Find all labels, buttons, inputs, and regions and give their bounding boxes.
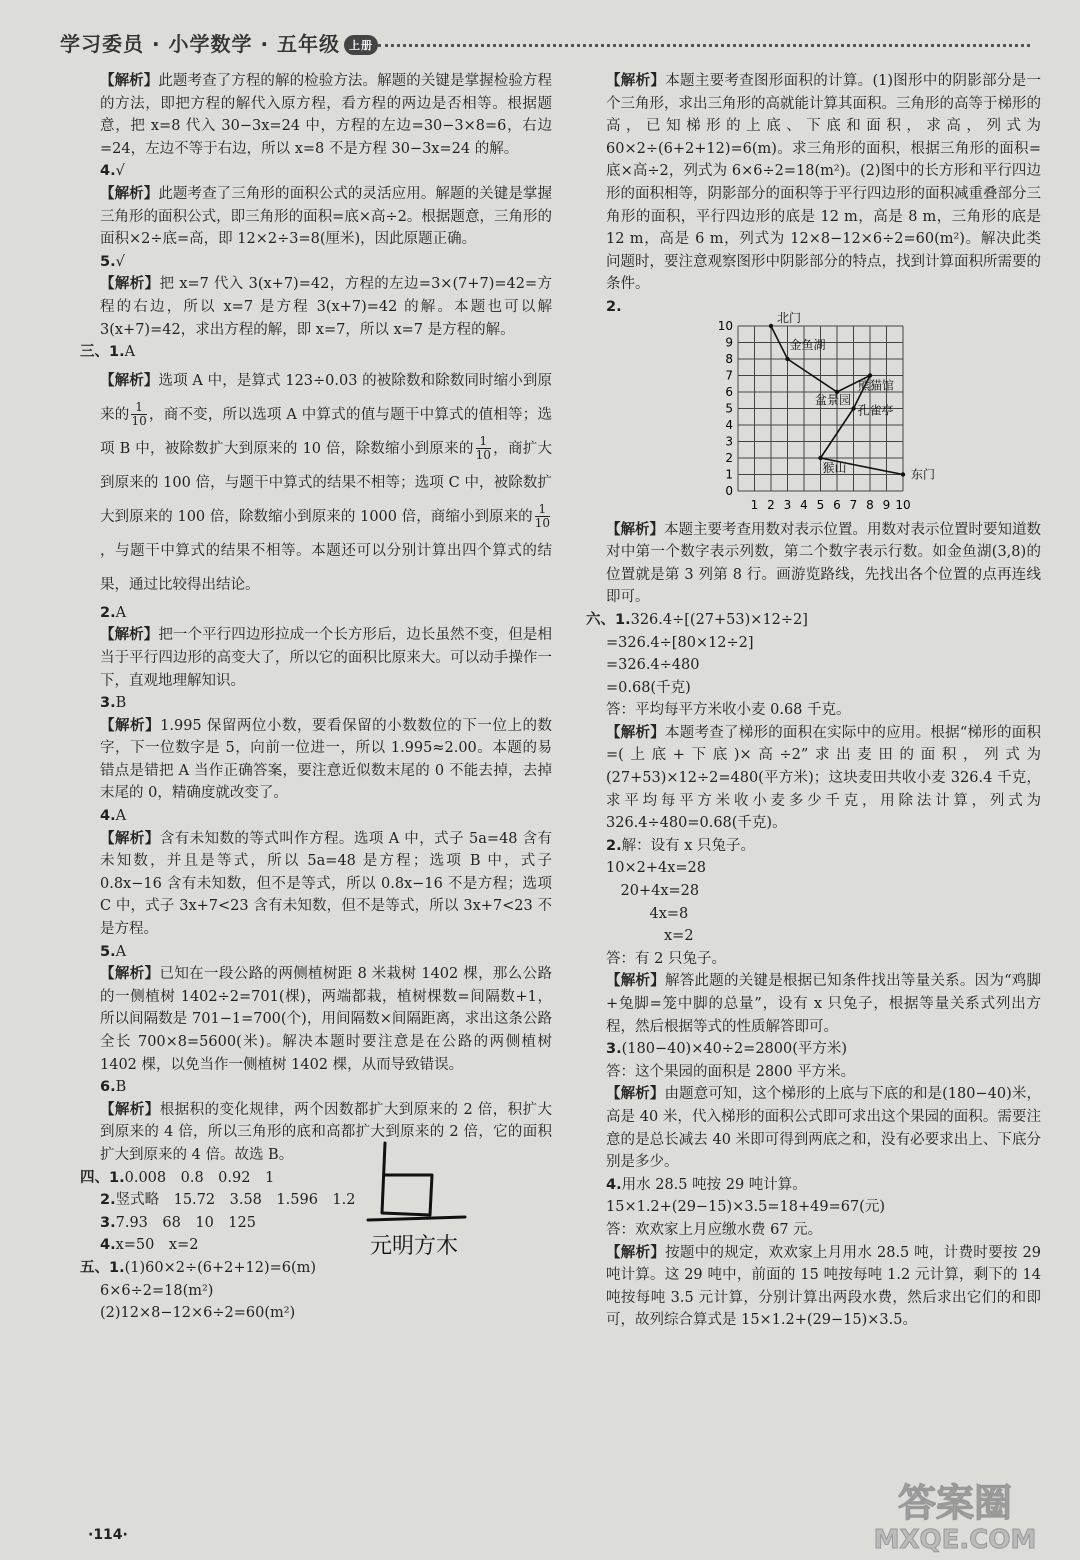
answer-text: 4x=8 bbox=[606, 905, 689, 922]
analysis-paragraph bbox=[80, 715, 552, 805]
x-tick-label: 3 bbox=[783, 497, 792, 512]
fraction bbox=[131, 401, 146, 428]
analysis-label: 【解析】 bbox=[100, 185, 159, 202]
analysis-label: 【解析】 bbox=[100, 372, 159, 389]
handwriting-text: 元明方木 bbox=[370, 1234, 459, 1259]
point-label: 盆景园 bbox=[815, 392, 852, 407]
text-line bbox=[586, 903, 1041, 926]
answer-text: 答：有 2 只兔子。 bbox=[606, 950, 726, 967]
route-map-chart bbox=[586, 310, 1041, 519]
analysis-paragraph bbox=[80, 183, 552, 251]
answer-text: √ bbox=[115, 253, 125, 270]
x-tick-label: 9 bbox=[882, 497, 891, 512]
answer-text: 6×6÷2=18(m²) bbox=[100, 1282, 214, 1299]
y-tick-label: 5 bbox=[725, 401, 733, 416]
answer-text: 答：平均每平方米收小麦 0.68 千克。 bbox=[606, 702, 851, 719]
x-tick-label: 7 bbox=[849, 497, 858, 512]
x-tick-label: 8 bbox=[866, 497, 874, 512]
item-number: 六、1. bbox=[586, 611, 631, 628]
analysis-text: 把 x=7 代入 3(x+7)=42，方程的左边=3×(7+7)=42=方程的右边，所以 x=7 是方程 3(x+7)=42 的解。本题也可以解 3(x+7)=42，求出方程的解，即 x=7，所以 x=7 是方程的解。 bbox=[100, 276, 552, 338]
item-number: 3. bbox=[606, 1041, 622, 1058]
x-tick-label: 6 bbox=[833, 497, 841, 512]
text-line bbox=[586, 677, 1041, 700]
item-number: 5. bbox=[100, 253, 116, 270]
answer-text: 20+4x=28 bbox=[606, 883, 700, 900]
analysis-text: 本题主要考查用数对表示位置。用数对表示位置时要知道数对中第一个数字表示列数，第二个数字表示行数。如金鱼湖(3,8)的位置就是第 3 列第 8 行。画游览路线，先找出各个位置的点再连线即可。 bbox=[606, 521, 1041, 606]
answer-text: 0.008 0.8 0.92 1 bbox=[124, 1169, 275, 1186]
analysis-paragraph bbox=[586, 1242, 1041, 1332]
answer-item bbox=[80, 805, 552, 828]
item-number: 4. bbox=[606, 1176, 622, 1193]
analysis-text: 此题考查了三角形的面积公式的灵活应用。解题的关键是掌握三角形的面积公式，即三角形的面积=底×高÷2。根据题意，三角形的面积×2÷底=高，即 12×2÷3=8(厘米)，因此原题正确。 bbox=[100, 185, 553, 248]
item-number: 5. bbox=[100, 943, 116, 960]
answer-item bbox=[80, 692, 552, 715]
answer-item bbox=[80, 251, 552, 274]
x-tick-label: 5 bbox=[816, 497, 825, 512]
analysis-text: 解答此题的关键是根据已知条件找出等量关系。因为“鸡脚+兔脚=笼中脚的总量”，设有 x 只兔子，根据等量关系式列出方程，然后根据等式的性质解答即可。 bbox=[606, 973, 1041, 1035]
analysis-text: 含有未知数的等式叫作方程。选项 A 中，式子 5a=48 含有未知数，并且是等式，所以 5a=48 是方程；选项 B 中，式子 0.8x−16 含有未知数，但不是等式，所以 0.8x−16 不是方程；选项 C 中，式子 3x+7<23 含有未知数，但不是等式，所以 3x+7<23 不是方程。 bbox=[100, 830, 552, 938]
text-line bbox=[586, 1061, 1041, 1084]
analysis-text: 由题意可知，这个梯形的上底与下底的和是(180−40)米，高是 40 米，代入梯形的面积公式即可求出这个果园的面积。需要注意的是总长减去 40 米即可得到两底之和，没有必要求出上、下底分别是多少。 bbox=[606, 1086, 1041, 1171]
route-point bbox=[769, 323, 773, 327]
item-number: 4. bbox=[100, 163, 116, 180]
analysis-text: ，商不变，所以选项 A 中算式的值与题干中算式的值相等；选项 B 中，被除数扩大到原来的 10 倍，除数缩小到原来的 bbox=[100, 406, 552, 457]
answer-item bbox=[80, 341, 552, 364]
fraction bbox=[535, 503, 550, 530]
y-tick-label: 1 bbox=[725, 467, 733, 482]
point-label: 东门 bbox=[911, 467, 936, 482]
analysis-paragraph bbox=[586, 519, 1041, 609]
answer-text: √ bbox=[115, 163, 125, 180]
route-point bbox=[818, 455, 822, 459]
answer-text: A bbox=[124, 344, 136, 361]
analysis-label: 【解析】 bbox=[606, 973, 665, 990]
text-line bbox=[586, 925, 1041, 948]
point-label: 金鱼湖 bbox=[789, 337, 826, 352]
answer-text: =326.4÷480 bbox=[606, 657, 700, 674]
answer-text: B bbox=[115, 695, 127, 712]
point-label: 孔雀亭 bbox=[857, 403, 894, 418]
answer-text: B bbox=[115, 1079, 127, 1096]
item-number: 4. bbox=[100, 808, 116, 825]
text-line bbox=[586, 654, 1041, 677]
answer-text: 答：这个果园的面积是 2800 平方米。 bbox=[606, 1063, 856, 1080]
coordinate-grid bbox=[716, 310, 946, 519]
answer-item bbox=[586, 609, 1041, 632]
route-point bbox=[868, 373, 872, 377]
answer-text: x=50 x=2 bbox=[115, 1237, 199, 1254]
fraction bbox=[476, 435, 491, 462]
item-number: 4. bbox=[100, 1237, 116, 1254]
answer-text: 解：设有 x 只兔子。 bbox=[621, 837, 756, 854]
answer-item bbox=[586, 296, 1041, 319]
item-number: 2. bbox=[606, 298, 622, 315]
answer-item bbox=[586, 1174, 1041, 1197]
y-tick-label: 4 bbox=[725, 417, 733, 432]
analysis-text: 已知在一段公路的两侧植树距 8 米栽树 1402 棵，那么公路的一侧植树 1402÷2=701(棵)，两端都栽，植树棵数=间隔数+1，所以间隔数是 701−1=700(个)，用间隔数×间隔距离，求出这条公路全长 700×8=5600(米)。解决本题时要注意是在公路的两侧植树 1402 棵，以免当作一侧植树 1402 棵，从而导致错误。 bbox=[100, 966, 553, 1073]
analysis-text: 此题考查了方程的解的检验方法。解题的关键是掌握检验方程的方法，即把方程的解代入原方程，看方程的两边是否相等。根据题意，把 x=8 代入 30−3x=24 中，方程的左边=30−3×8=6，右边=24，左边不等于右边，所以 x=8 不是方程 30−3x=24 的解。 bbox=[100, 73, 553, 157]
answer-item bbox=[586, 1038, 1041, 1061]
y-tick-label: 6 bbox=[725, 384, 733, 399]
answer-text: 326.4÷[(27+53)×12÷2] bbox=[630, 611, 808, 628]
y-tick-label: 3 bbox=[725, 434, 733, 449]
answer-item bbox=[80, 602, 552, 625]
point-label: 熊猫馆 bbox=[858, 378, 895, 393]
item-number: 3. bbox=[100, 695, 116, 712]
answer-item bbox=[80, 941, 552, 964]
svg-text:答案圈: 答案圈 bbox=[897, 1481, 1013, 1525]
answer-text: 用水 28.5 吨按 29 吨计算。 bbox=[621, 1176, 807, 1193]
analysis-paragraph bbox=[80, 963, 552, 1076]
answer-text: 10×2+4x=28 bbox=[606, 860, 706, 877]
analysis-paragraph bbox=[586, 970, 1041, 1038]
answer-text: x=2 bbox=[606, 928, 694, 945]
item-number: 6. bbox=[100, 1079, 116, 1096]
fraction-denominator: 10 bbox=[131, 414, 147, 429]
header-dotted-rule bbox=[378, 44, 1030, 47]
route-point bbox=[785, 356, 789, 360]
analysis-paragraph bbox=[586, 1083, 1041, 1173]
analysis-paragraph bbox=[586, 722, 1041, 835]
x-tick-label: 4 bbox=[800, 497, 808, 512]
fraction-denominator: 10 bbox=[475, 448, 491, 463]
answer-text: =0.68(千克) bbox=[606, 679, 691, 696]
text-line bbox=[586, 948, 1041, 971]
analysis-text: ，商扩大到原来的 100 倍，与题干中算式的结果不相等；选项 C 中，被除数扩大到原来的 100 倍，除数缩小到原来的 1000 倍，商缩小到原来的 bbox=[100, 440, 552, 525]
answer-text: (2)12×8−12×6÷2=60(m²) bbox=[100, 1305, 296, 1322]
item-number: 2. bbox=[606, 837, 622, 854]
answer-text: (180−40)×40÷2=2800(平方米) bbox=[621, 1041, 848, 1058]
route-point bbox=[901, 472, 905, 476]
analysis-text: 把一个平行四边形拉成一个长方形后，边长虽然不变，但是相当于平行四边形的高变大了，所以它的面积比原来大。可以动手操作一下，直观地理解知识。 bbox=[100, 627, 553, 689]
answer-text: A bbox=[115, 943, 127, 960]
y-tick-label: 0 bbox=[725, 483, 733, 498]
page-header bbox=[60, 20, 1030, 60]
y-tick-label: 7 bbox=[725, 368, 733, 383]
answer-item bbox=[80, 160, 552, 183]
x-tick-label: 10 bbox=[895, 497, 911, 512]
y-tick-label: 10 bbox=[717, 318, 733, 333]
page-number: ·114· bbox=[88, 1527, 128, 1543]
route-point bbox=[851, 406, 855, 410]
analysis-label: 【解析】 bbox=[100, 717, 161, 734]
analysis-label: 【解析】 bbox=[100, 966, 160, 983]
item-number: 2. bbox=[100, 604, 116, 621]
text-line bbox=[586, 1196, 1041, 1219]
handwritten-sketch bbox=[360, 1135, 530, 1260]
y-tick-label: 2 bbox=[725, 450, 733, 465]
text-line bbox=[586, 857, 1041, 880]
analysis-label: 【解析】 bbox=[606, 73, 666, 89]
analysis-paragraph bbox=[80, 70, 552, 160]
analysis-label: 【解析】 bbox=[100, 1101, 160, 1118]
book-title: 学习委员 · 小学数学 · 五年级 上册 bbox=[60, 28, 378, 57]
text-line bbox=[586, 880, 1041, 903]
answer-text: 15×1.2+(29−15)×3.5=18+49=67(元) bbox=[606, 1199, 885, 1216]
fraction-numerator: 1 bbox=[535, 503, 550, 517]
text-line bbox=[80, 1280, 552, 1303]
answer-text: A bbox=[115, 808, 127, 825]
analysis-text: ，与题干中算式的结果不相等。本题还可以分别计算出四个算式的结果，通过比较得出结论。 bbox=[100, 542, 552, 593]
fraction-denominator: 10 bbox=[534, 516, 550, 531]
y-tick-label: 9 bbox=[725, 335, 733, 350]
item-number: 2. bbox=[100, 1192, 116, 1209]
analysis-label: 【解析】 bbox=[100, 73, 159, 89]
analysis-label: 【解析】 bbox=[100, 627, 159, 644]
answer-text: A bbox=[115, 604, 127, 621]
answer-text: 7.93 68 10 125 bbox=[115, 1214, 256, 1231]
point-label: 猴山 bbox=[822, 460, 847, 475]
analysis-text: 本题考查了梯形的面积在实际中的应用。根据“梯形的面积=(上底+下底)×高÷2”求出麦田的面积，列式为(27+53)×12÷2=480(平方米)；这块麦田共收小麦 326.4 千克，求平均每平方米收小麦多少千克，用除法计算，列式为 326.4÷480=0.68(千克)。 bbox=[606, 724, 1041, 832]
analysis-paragraph bbox=[586, 70, 1041, 296]
item-number: 四、1. bbox=[80, 1169, 125, 1186]
analysis-paragraph bbox=[80, 624, 552, 692]
item-number: 3. bbox=[100, 1214, 116, 1231]
analysis-paragraph bbox=[80, 828, 552, 941]
text-line bbox=[586, 1219, 1041, 1242]
right-column bbox=[586, 70, 1041, 1332]
watermark-logo bbox=[855, 1470, 1065, 1555]
analysis-text: 选项 A 中，是算式 123÷0.03 的被除数和除数同时缩小到原来的 bbox=[100, 372, 552, 423]
item-number: 三、1. bbox=[80, 344, 125, 361]
x-tick-label: 1 bbox=[750, 497, 759, 512]
analysis-label: 【解析】 bbox=[100, 276, 160, 293]
analysis-text: 本题主要考查图形面积的计算。(1)图形中的阴影部分是一个三角形，求出三角形的高就能计算其面积。三角形的高等于梯形的高，已知梯形的上底、下底和面积，求高，列式为 60×2÷(6+2+12)=6(m)。求三角形的面积，根据三角形的面积=底×高÷2，列式为 6×6÷2=18(m²)。(2)图中的长方形和平行四边形的面积相等，阴影部分的面积等于平行四边形的面积减重叠部分三角形的面积，平行四边形的底是 12 m，高是 8 m，三角形的底是 12 m，高是 6 m，列式为 12×8−12×6÷2=60(m²)。解决此类问题时，要注意观察图形中阴影部分的特点，找到计算面积所需要的条件。 bbox=[606, 73, 1042, 293]
svg-text:MXQE.COM: MXQE.COM bbox=[873, 1525, 1037, 1555]
item-number: 五、1. bbox=[80, 1259, 125, 1276]
answer-item bbox=[80, 1257, 552, 1280]
answer-text: (1)60×2÷(6+2+12)=6(m) bbox=[124, 1259, 317, 1276]
fraction-numerator: 1 bbox=[476, 435, 491, 449]
answer-text: =326.4÷[80×12÷2] bbox=[606, 634, 754, 651]
analysis-text: 按题中的规定，欢欢家上月用水 28.5 吨，计费时要按 29 吨计算。这 29 吨中，前面的 15 吨按每吨 1.2 元计算，剩下的 14 吨按每吨 3.5 元计算，分别计算出两段水费，然后求出它们的和即可，故列综合算式是 15×1.2+(29−15)×3.5。 bbox=[606, 1244, 1042, 1329]
analysis-paragraph bbox=[80, 273, 552, 341]
analysis-paragraph bbox=[80, 364, 552, 602]
fraction-numerator: 1 bbox=[131, 401, 146, 415]
point-label: 北门 bbox=[777, 310, 802, 325]
text-line bbox=[586, 699, 1041, 722]
y-tick-label: 8 bbox=[725, 351, 733, 366]
answer-item bbox=[586, 835, 1041, 858]
x-tick-label: 2 bbox=[767, 497, 775, 512]
answer-text: 竖式略 15.72 3.58 1.596 1.2 bbox=[115, 1192, 356, 1209]
analysis-text: 1.995 保留两位小数，要看保留的小数数位的下一位上的数字，下一位数字是 5，向前一位进一，所以 1.995≈2.00。本题的易错点是错把 A 当作正确答案，要注意近似数末尾的 0 不能去掉，去掉末尾的 0，精确度就改变了。 bbox=[100, 717, 553, 802]
analysis-label: 【解析】 bbox=[100, 830, 160, 847]
analysis-label: 【解析】 bbox=[606, 724, 665, 741]
analysis-text: 根据积的变化规律，两个因数都扩大到原来的 2 倍，积扩大到原来的 4 倍，所以三角形的底和高都扩大到原来的 2 倍，它的面积扩大到原来的 4 倍。故选 B。 bbox=[100, 1101, 552, 1163]
analysis-label: 【解析】 bbox=[606, 1244, 666, 1261]
analysis-label: 【解析】 bbox=[606, 521, 664, 538]
answer-text: 答：欢欢家上月应缴水费 67 元。 bbox=[606, 1221, 823, 1238]
answer-item bbox=[80, 1076, 552, 1099]
analysis-label: 【解析】 bbox=[606, 1086, 665, 1103]
text-line bbox=[586, 632, 1041, 655]
text-line bbox=[80, 1302, 552, 1325]
volume-badge: 上册 bbox=[344, 35, 378, 55]
